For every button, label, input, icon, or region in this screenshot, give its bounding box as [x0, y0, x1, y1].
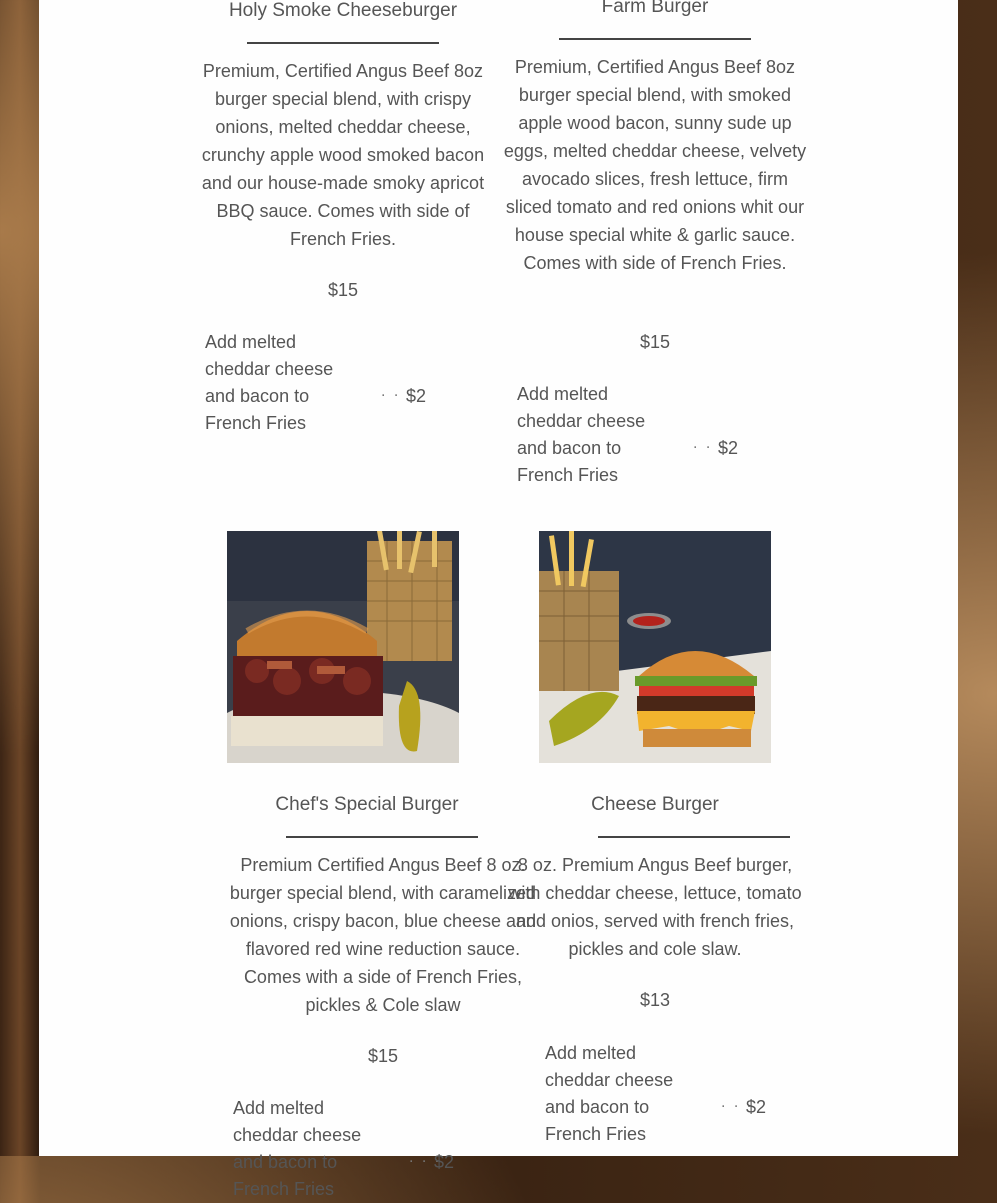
- item-description: Premium, Certified Angus Beef 8oz burger special blend, with crispy onions, melted cheddar cheese, crunchy apple wood smoked bacon and our house-made smoky apricot BBQ sauce. Comes with side of French Fries.: [201, 61, 485, 249]
- chefs-special-burger-photo: [227, 531, 459, 763]
- addon-label: Add melted cheddar cheese and bacon to French Fries: [517, 384, 646, 485]
- addon-row: [517, 381, 747, 485]
- addon-price: $2: [746, 1097, 767, 1117]
- item-price: $15: [367, 1046, 399, 1066]
- addon-label: Add melted cheddar cheese and bacon to French Fries: [205, 332, 334, 433]
- menu-panel: [39, 0, 958, 1199]
- item-price: $13: [639, 990, 671, 1010]
- addon-row: [205, 329, 435, 433]
- addon-leader-dots: . . .: [693, 435, 726, 452]
- title-divider: [598, 836, 790, 838]
- item-price: $15: [639, 332, 671, 352]
- item-description: Premium, Certified Angus Beef 8oz burger special blend, with smoked apple wood bacon, sunny sude up eggs, melted cheddar cheese, velvety avocado slices, fresh lettuce, firm sliced tomato and red onions whit our house special white & garlic sauce. Comes with side of French Fries.: [503, 57, 807, 273]
- addon-label: Add melted cheddar cheese and bacon to French Fries: [545, 1043, 674, 1144]
- addon-price: $2: [406, 386, 427, 406]
- title-divider: [286, 836, 478, 838]
- menu-item-cheese-burger: [508, 531, 835, 1144]
- item-title: Chef's Special Burger: [275, 794, 459, 815]
- addon-price: $2: [434, 1152, 455, 1172]
- addon-leader-dots: . . .: [721, 1094, 754, 1111]
- menu-item-holy-smoke: [187, 0, 499, 433]
- title-divider: [247, 42, 439, 44]
- menu-item-farm-burger: [499, 0, 811, 485]
- item-title: Holy Smoke Cheeseburger: [228, 0, 458, 21]
- title-divider: [559, 38, 751, 40]
- item-description: Premium Certified Angus Beef 8 oz. burger special blend, with caramelized onions, crispy bacon, blue cheese and flavored red wine reduction sauce. Comes with a side of French Fries, pickles & Cole slaw: [229, 855, 537, 1015]
- menu-item-chefs-special: [211, 531, 537, 1199]
- addon-price: $2: [718, 438, 739, 458]
- addon-leader-dots: . . .: [409, 1149, 442, 1166]
- item-price: $15: [327, 280, 359, 300]
- addon-row: [233, 1095, 463, 1199]
- cheese-burger-photo: [539, 531, 771, 763]
- addon-leader-dots: . . .: [381, 383, 414, 400]
- addon-label: Add melted cheddar cheese and bacon to French Fries: [233, 1098, 362, 1199]
- item-title: Cheese Burger: [591, 794, 719, 815]
- addon-row: [545, 1040, 775, 1144]
- item-title: Farm Burger: [601, 0, 709, 17]
- item-description: 8 oz. Premium Angus Beef burger, with cheddar cheese, lettuce, tomato and onios, served with french fries, pickles and cole slaw.: [508, 855, 802, 959]
